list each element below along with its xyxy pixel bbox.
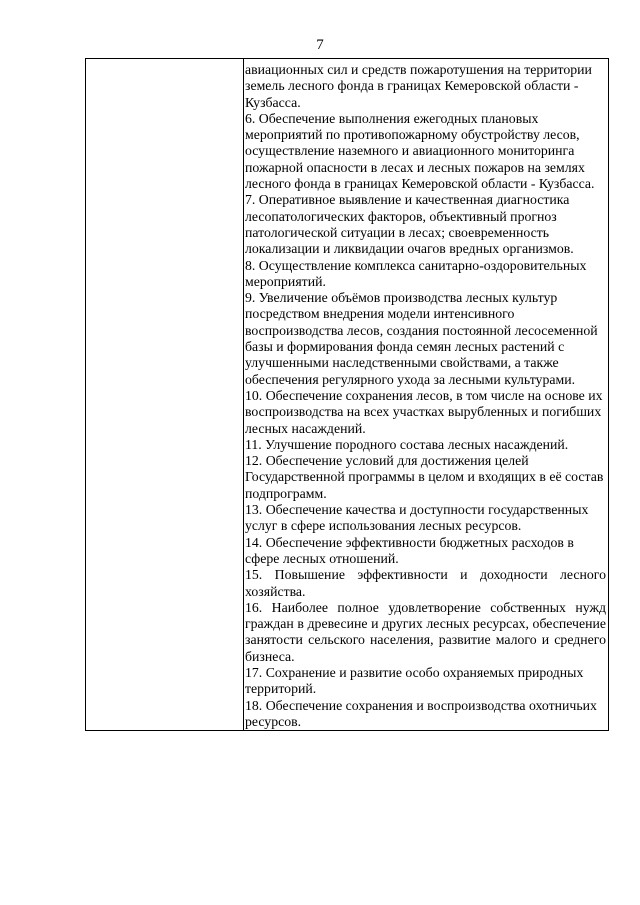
page-number: 7 <box>316 37 324 53</box>
list-item: авиационных сил и средств пожаротушения на территории земель лесного фонда в границах Кемеровской области - Кузбасса. <box>245 62 592 110</box>
program-table <box>85 58 609 731</box>
task-list <box>245 59 606 730</box>
list-item: 7. Оперативное выявление и качественная диагностика лесопатологических факторов, объективный прогноз патологической ситуации в лесах; своевременность локализации и ликвидации очагов вредных организмов. <box>245 192 574 257</box>
list-item: 15. Повышение эффективности и доходности лесного хозяйства. <box>245 567 606 599</box>
table-cell-left <box>86 59 244 731</box>
list-item: 6. Обеспечение выполнения ежегодных плановых мероприятий по противопожарному обустройству лесов, осуществление наземного и авиационного мониторинга пожарной опасности в лесах и лесных пожаров на землях лесного фонда в границах Кемеровской области - Кузбасса. <box>245 110 595 192</box>
list-item: 18. Обеспечение сохранения и воспроизводства охотничьих ресурсов. <box>245 697 597 729</box>
table-cell-right <box>244 59 609 731</box>
list-item: 16. Наиболее полное удовлетворение собственных нужд граждан в древесине и других лесных ресурсах, обеспечение занятости сельского населения, развитие малого и среднего бизнеса. <box>245 599 606 664</box>
list-item: 10. Обеспечение сохранения лесов, в том числе на основе их воспроизводства на всех участках вырубленных и погибших лесных насаждений. <box>245 387 603 436</box>
list-item: 9. Увеличение объёмов производства лесных культур посредством внедрения модели интенсивного воспроизводства лесов, создания постоянной лесосеменной базы и формирования фонда семян лесных растений с улучшенными наследственными свойствами, а также обеспечения регулярного ухода за лесными культурами. <box>245 290 598 387</box>
list-item: 11. Улучшение породного состава лесных насаждений. <box>245 436 569 452</box>
list-item: 8. Осуществление комплекса санитарно-оздоровительных мероприятий. <box>245 257 587 289</box>
list-item: 17. Сохранение и развитие особо охраняемых природных территорий. <box>245 664 584 697</box>
list-item: 14. Обеспечение эффективности бюджетных расходов в сфере лесных отношений. <box>245 534 574 566</box>
list-item: 12. Обеспечение условий для достижения целей Государственной программы в целом и входящих в её состав подпрограмм. <box>245 453 604 501</box>
table-row <box>86 59 609 731</box>
list-item: 13. Обеспечение качества и доступности государственных услуг в сфере использования лесных ресурсов. <box>245 502 589 534</box>
